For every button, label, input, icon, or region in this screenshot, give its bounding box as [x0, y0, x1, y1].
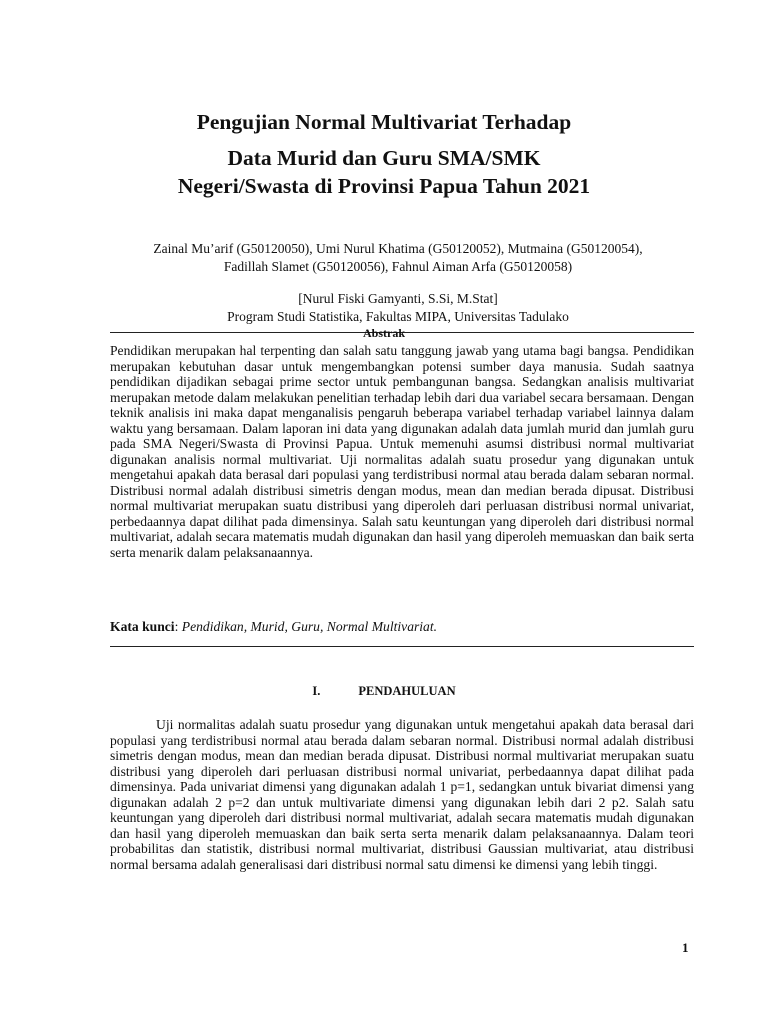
- supervisor-name: [Nurul Fiski Gamyanti, S.Si, M.Stat]: [298, 291, 498, 306]
- keywords: Kata kunci: Pendidikan, Murid, Guru, Normal Multivariat.: [110, 619, 438, 634]
- section-title: PENDAHULUAN: [358, 684, 456, 698]
- authors-line-1: Zainal Mu’arif (G50120050), Umi Nurul Khatima (G50120052), Mutmaina (G50120054),: [153, 241, 643, 256]
- affiliation: Program Studi Statistika, Fakultas MIPA, Universitas Tadulako: [227, 309, 569, 324]
- title-line-2: Data Murid dan Guru SMA/SMK: [227, 146, 541, 170]
- page-number: 1: [682, 940, 689, 955]
- author-list: [100, 240, 696, 276]
- abstract-text: Pendidikan merupakan hal terpenting dan salah satu tanggung jawab yang utama bagi bangsa. Pendidikan merupakan kebutuhan dasar untuk mengembangkan potensi sumber daya manusia. Sudah saatnya pendidikan dijadikan sebagai prime sector untuk pembangunan bangsa. Sedangkan analisis multivariat merupakan metode dalam melakukan penelitian terhadap lebih dari dua variabel secara bersamaan. Dengan teknik analisis ini maka dapat menganalisis pengaruh beberapa variabel terhadap variabel lainnya dalam waktu yang bersamaan. Dalam laporan ini data yang digunakan adalah data jumlah murid dan jumlah guru pada SMA Negeri/Swasta di Provinsi Papua. Untuk memenuhi asumsi distribusi normal multivariat digunakan analisis normal multivariat. Uji normalitas adalah suatu prosedur yang digunakan untuk mengetahui apakah data berasal dari populasi yang terdistribusi normal atau berada dalam sebaran normal. Distribusi normal adalah distribusi simetris dengan modus, mean dan median berada dipusat. Distribusi normal multivariat merupakan suatu distribusi yang diperoleh dari perluasan distribusi normal univariat, perbedaannya dapat dilihat pada dimensinya. Salah satu keuntungan yang diperoleh dari distribusi normal multivariat, adalah secara matematis mudah digunakan dan hasil yang diperoleh memuaskan dan baik serta serta menarik dalam pelaksanaannya.: [110, 343, 694, 560]
- title-line-1: Pengujian Normal Multivariat Terhadap: [196, 110, 572, 134]
- section-heading: [0, 684, 768, 698]
- introduction-paragraph: Uji normalitas adalah suatu prosedur yang digunakan untuk mengetahui apakah data berasal dari populasi yang terdistribusi normal atau berada dalam sebaran normal. Distribusi normal adalah distribusi simetris dengan modus, mean dan median berada dipusat. Distribusi normal multivariat merupakan suatu distribusi yang diperoleh dari perluasan distribusi normal univariat, perbedaannya dapat dilihat pada dimensinya. Pada univariat dimensi yang digunakan adalah 1 p=1, sedangkan untuk bivariat dimensi yang digunakan adalah 2 p=2 dan untuk multivariate dimensi yang digunakan lebih dari 2 p2. Salah satu keuntungan yang diperoleh dari distribusi normal multivariat, adalah secara matematis mudah digunakan dan hasil yang diperoleh memuaskan dan baik serta serta menarik dalam pelaksanaannya. Dalam teori probabilitas dan statistik, distribusi normal multivariat, distribusi Gaussian multivariat, atau distribusi normal bersama adalah generalisasi dari distribusi normal satu dimensi ke dimensi yang lebih tinggi.: [110, 717, 694, 872]
- keywords-label: Kata kunci: [110, 619, 175, 634]
- supervisor-block: [100, 290, 696, 326]
- abstract-bottom-rule: [110, 646, 694, 647]
- keywords-value: Pendidikan, Murid, Guru, Normal Multivariat.: [181, 619, 438, 634]
- section-number: I.: [312, 684, 321, 698]
- abstract-heading: Abstrak: [362, 326, 405, 340]
- title-line-3: Negeri/Swasta di Provinsi Papua Tahun 2021: [177, 174, 591, 198]
- authors-line-2: Fadillah Slamet (G50120056), Fahnul Aiman Arfa (G50120058): [223, 259, 573, 274]
- paper-title: [0, 108, 768, 200]
